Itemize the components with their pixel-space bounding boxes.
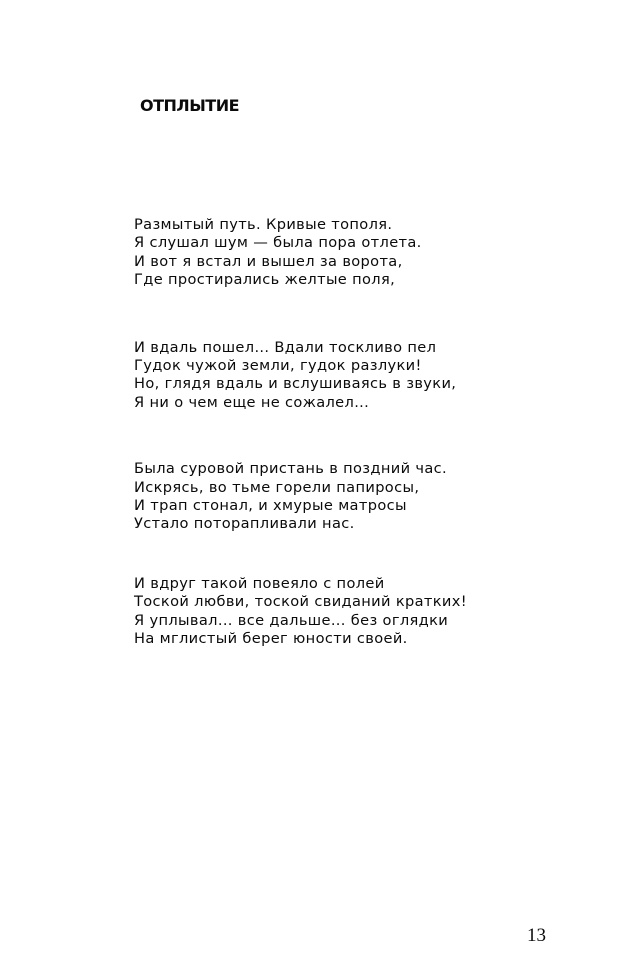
poem-line: Но, глядя вдаль и вслушиваясь в звуки, [134, 375, 457, 393]
poem-line: Тоской любви, тоской свиданий кратких! [134, 593, 467, 611]
poem-body [134, 216, 494, 698]
poem-line: И вдаль пошел... Вдали тоскливо пел [134, 338, 437, 356]
poem-line: И вот я встал и вышел за ворота, [134, 252, 403, 270]
poem-line: И вдруг такой повеяло с полей [134, 574, 385, 592]
poem-line: На мглистый берег юности своей. [134, 630, 408, 648]
stanza-2 [134, 339, 494, 413]
poem-line: Искрясь, во тьме горели папиросы, [134, 478, 420, 496]
poem-line: Я слушал шум — была пора отлета. [134, 234, 422, 252]
poem-line: Я ни о чем еще не сожалел... [134, 393, 370, 411]
poem-line: Устало поторапливали нас. [134, 515, 355, 533]
poem-title: ОТПЛЫТИЕ [140, 96, 240, 115]
poem-line: Размытый путь. Кривые тополя. [134, 216, 393, 233]
poem-line: Где простирались желтые поля, [134, 271, 396, 289]
poem-line: Я уплывал... все дальше... без оглядки [134, 611, 449, 629]
poem-line: Была суровой пристань в поздний час. [134, 460, 448, 478]
poem-line: И трап стонал, и хмурые матросы [134, 497, 407, 515]
stanza-1 [134, 216, 494, 290]
page-number: 13 [527, 925, 546, 946]
stanza-4 [134, 575, 494, 649]
stanza-3 [134, 460, 494, 534]
poem-line: Гудок чужой земли, гудок разлуки! [134, 357, 422, 375]
